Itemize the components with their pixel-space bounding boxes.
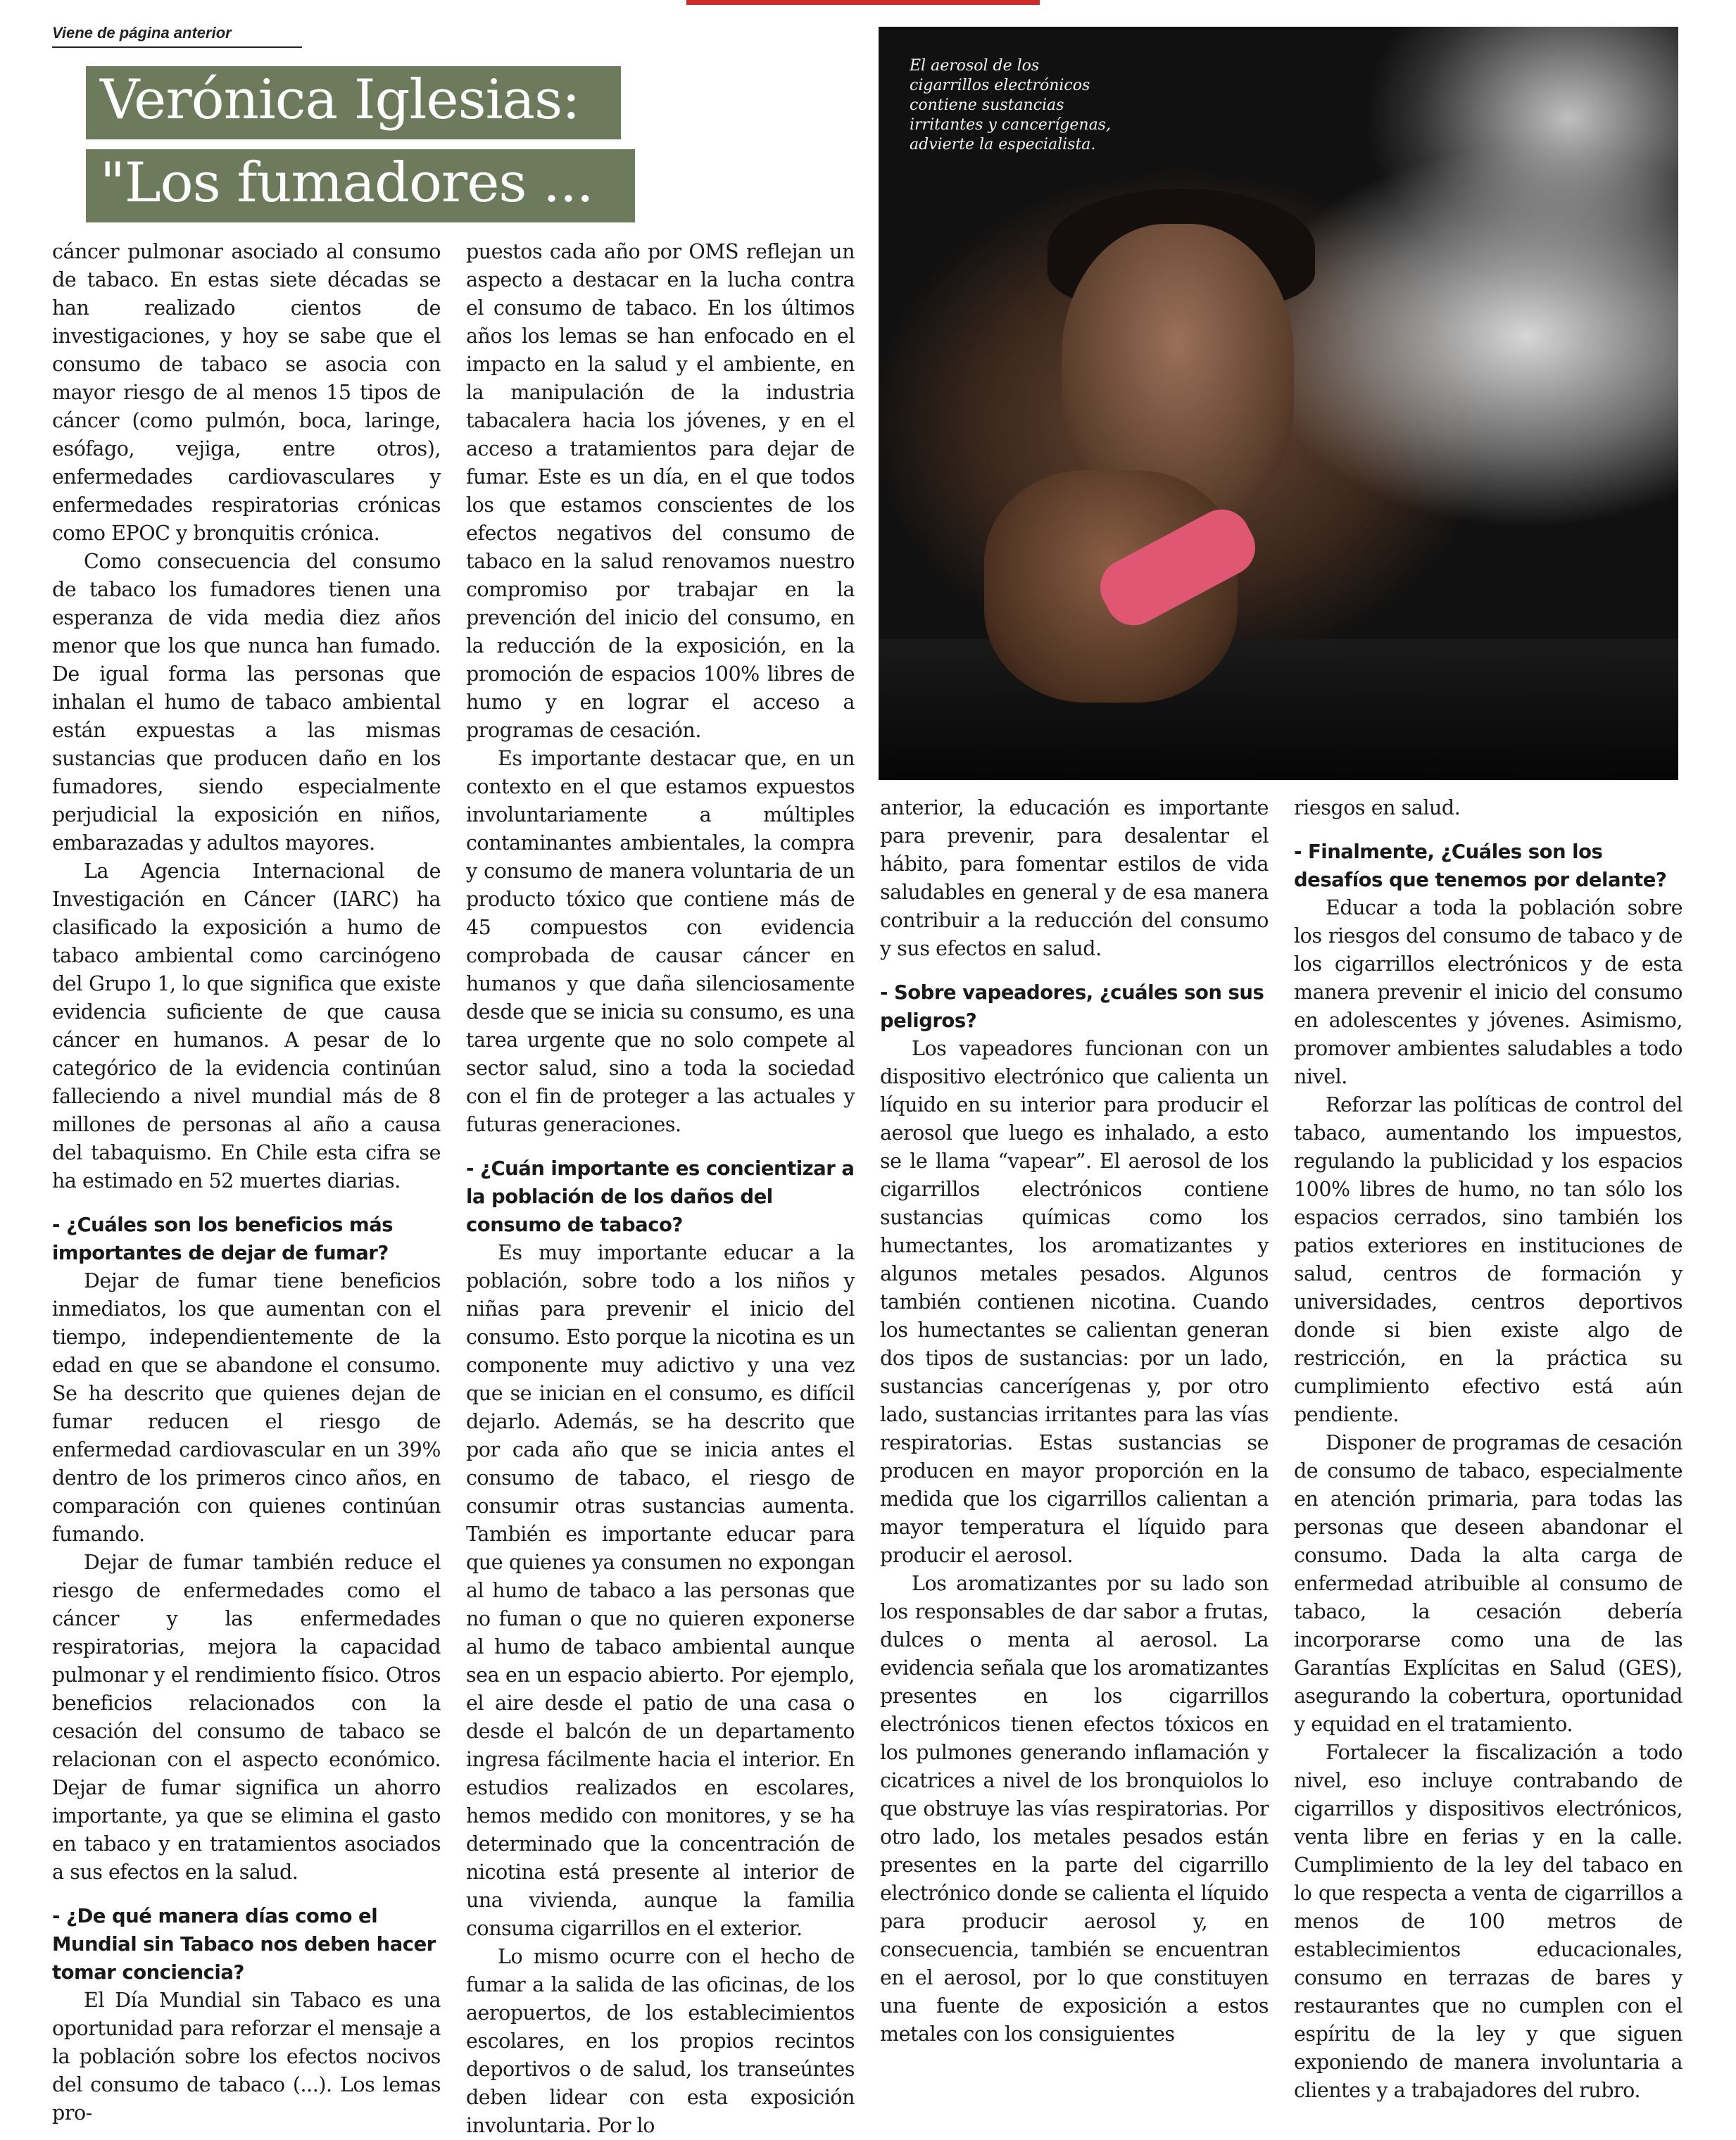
paragraph: Lo mismo ocurre con el hecho de fumar a la salida de las oficinas, de los aeropuertos, de los establecimientos escolares, en los propios recintos deportivos o de salud, los transeúntes deben lidear con esta exposición involuntaria. Por lo	[466, 1945, 855, 2137]
continued-from-previous-label: Viene de página anterior	[52, 24, 232, 42]
paragraph: Los aromatizantes por su lado son los responsables de dar sabor a frutas, dulces o menta al aerosol. La evidencia señala que los aromatizantes presentes en los cigarrillos electrónicos tienen efectos tóxicos en los pulmones generando inflamación y cicatrices a nivel de los bronquiolos lo que obstruye las vías respiratorias. Por otro lado, los metales pesados están presentes en la parte del cigarrillo electrónico donde se calienta el líquido para producir aerosol y, en consecuencia, también se encuentran en el aerosol, por lo que constituyen una fuente de exposición a estos metales con los consiguientes	[880, 1572, 1269, 2046]
paragraph: Disponer de programas de cesación de consumo de tabaco, especialmente en atención primaria, para todas las personas que deseen abandonar el consumo. Dada la alta carga de enfermedad atribuible al consumo de tabaco, la cesación debería incorporarse como una de las Garantías Explícitas en Salud (GES), asegurando la cobertura, oportunidad y equidad en el tratamiento.	[1294, 1431, 1682, 1736]
interview-question: - Sobre vapeadores, ¿cuáles son sus peligros?	[880, 981, 1264, 1032]
paragraph: Los vapeadores funcionan con un dispositivo electrónico que calienta un líquido en su interior para producir el aerosol que luego es inhalado, a esto se le llama “vapear”. El aerosol de los cigarrillos electrónicos contiene sustancias químicas como los humectantes, los aromatizantes y algunos metales pesados. Algunos también contienen nicotina. Cuando los humectantes se calientan generan dos tipos de sustancias: por un lado, sustancias cancerígenas y, por otro lado, sustancias irritantes para las vías respiratorias. Estas sustancias se producen en mayor proporción en la medida que los cigarrillos calientan a mayor temperatura el líquido para producir el aerosol.	[880, 1037, 1269, 1567]
paragraph: Dejar de fumar tiene beneficios inmediatos, los que aumentan con el tiempo, independientemente de la edad en que se abandone el consumo. Se ha descrito que quienes dejan de fumar reducen el riesgo de enfermedad cardiovascular en un 39% dentro de los primeros cinco años, en comparación con quienes continúan fumando.	[52, 1269, 441, 1546]
paragraph: Como consecuencia del consumo de tabaco los fumadores tienen una esperanza de vida media diez años menor que los que nunca han fumado. De igual forma las personas que inhalan el humo de tabaco ambiental están expuestas a las mismas sustancias que producen daño en los fumadores, siendo especialmente perjudicial la exposición en niños, embarazadas y adultos mayores.	[52, 550, 441, 855]
paragraph: El Día Mundial sin Tabaco es una oportunidad para reforzar el mensaje a la población sobre los efectos nocivos del consumo de tabaco (...). Los lemas pro-	[52, 1989, 441, 2125]
interview-question: - ¿De qué manera días como el Mundial sin Tabaco nos deben hacer tomar conciencia?	[52, 1905, 436, 1984]
top-accent-bar	[686, 0, 1040, 5]
paragraph: Es importante destacar que, en un contexto en el que estamos expuestos involuntariamente a múltiples contaminantes ambientales, la compra y consumo de manera voluntaria de un producto tóxico que contiene más de 45 compuestos con evidencia comprobada de causar cáncer en humanos y que daña silenciosamente desde que se inicia su consumo, es una tarea urgente que no solo compete al sector salud, sino a toda la sociedad con el fin de proteger a las actuales y futuras generaciones.	[466, 747, 855, 1136]
article-column-1	[52, 238, 441, 2127]
paragraph: Dejar de fumar también reduce el riesgo de enfermedades como el cáncer y las enfermedades respiratorias, mejora la capacidad pulmonar y el rendimiento físico. Otros beneficios relacionados con la cesación del consumo de tabaco se relacionan con el aspecto económico. Dejar de fumar significa un ahorro importante, ya que se elimina el gasto en tabaco y en tratamientos asociados a sus efectos en la salud.	[52, 1551, 441, 1884]
article-column-4	[1294, 794, 1682, 2105]
paragraph: La Agencia Internacional de Investigación en Cáncer (IARC) ha clasificado la exposición a humo de tabaco ambiental como carcinógeno del Grupo 1, lo que significa que existe evidencia suficiente de que causa cáncer en humanos. A pesar de lo categórico de la evidencia continúan falleciendo a nivel mundial más de 8 millones de personas al año a causa del tabaquismo. En Chile esta cifra se ha estimado en 52 muertes diarias.	[52, 860, 441, 1192]
headline-line-2: "Los fumadores ...	[86, 149, 635, 222]
photo-caption: El aerosol de los cigarrillos electrónicos contiene sustancias irritantes y cancerígenas, advierte la especialista.	[910, 57, 1111, 153]
paragraph: Reforzar las políticas de control del tabaco, aumentando los impuestos, regulando la publicidad y los espacios 100% libres de humo, no tan sólo los espacios cerrados, sino también los patios exteriores en instituciones de salud, centros de formación y universidades, centros deportivos donde si bien existe algo de restricción, en la práctica su cumplimiento efectivo está aún pendiente.	[1294, 1093, 1682, 1426]
interview-question: - Finalmente, ¿Cuáles son los desafíos que tenemos por delante?	[1294, 841, 1667, 891]
article-column-3	[880, 794, 1269, 2048]
article-column-2	[466, 238, 855, 2140]
paragraph: cáncer pulmonar asociado al consumo de tabaco. En estas siete décadas se han realizado cientos de investigaciones, y hoy se sabe que el consumo de tabaco se asocia con mayor riesgo de al menos 15 tipos de cáncer (como pulmón, boca, laringe, esófago, vejiga, entre otros), enfermedades cardiovasculares y enfermedades respiratorias crónicas como EPOC y bronquitis crónica.	[52, 240, 441, 545]
paragraph: Educar a toda la población sobre los riesgos del consumo de tabaco y de los cigarrillos electrónicos y de esta manera prevenir el inicio del consumo en adolescentes y jóvenes. Asimismo, promover ambientes saludables a todo nivel.	[1294, 896, 1682, 1088]
interview-question: - ¿Cuán importante es concientizar a la población de los daños del consumo de tabaco?	[466, 1157, 855, 1236]
headline-line-1: Verónica Iglesias:	[86, 66, 621, 139]
paragraph: anterior, la educación es importante para prevenir, para desalentar el hábito, para fomentar estilos de vida saludables en general y de esa manera contribuir a la reducción del consumo y sus efectos en salud.	[880, 796, 1269, 960]
paragraph: puestos cada año por OMS reflejan un aspecto a destacar en la lucha contra el consumo de tabaco. En los últimos años los lemas se han enfocado en el impacto en la salud y el ambiente, en la manipulación de la industria tabacalera hacia los jóvenes, y en el acceso a tratamientos para dejar de fumar. Este es un día, en el que todos los que estamos conscientes de los efectos negativos del consumo de tabaco en la salud renovamos nuestro compromiso por trabajar en la prevención del inicio del consumo, en la reducción de la exposición, en la promoción de espacios 100% libres de humo y en lograr el acceso a programas de cesación.	[466, 240, 855, 742]
paragraph: riesgos en salud.	[1294, 796, 1461, 819]
paragraph: Es muy importante educar a la población, sobre todo a los niños y niñas para prevenir el inicio del consumo. Esto porque la nicotina es un componente muy adictivo y una vez que se inician en el consumo, es difícil dejarlo. Además, se ha descrito que por cada año que se inicia antes el consumo de tabaco, el riesgo de consumir otras sustancias aumenta. También es importante educar para que quienes ya consumen no expongan al humo de tabaco a las personas que no fuman o que no quieren exponerse al humo de tabaco ambiental aunque sea en un espacio abierto. Por ejemplo, el aire desde el patio de una casa o desde el balcón de un departamento ingresa fácilmente hacia el interior. En estudios realizados en escolares, hemos medido con monitores, y se ha determinado que la concentración de nicotina está presente al interior de una vivienda, aunque la familia consuma cigarrillos en el exterior.	[466, 1241, 855, 1940]
paragraph: Fortalecer la fiscalización a todo nivel, eso incluye contrabando de cigarrillos y dispositivos electrónicos, venta libre en ferias y en la calle. Cumplimiento de la ley del tabaco en lo que respecta a venta de cigarrillos a menos de 100 metros de establecimientos educacionales, consumo en terrazas de bares y restaurantes que no cumplen con el espíritu de la ley y que siguen exponiendo de manera involuntaria a clientes y a trabajadores del rubro.	[1294, 1741, 1682, 2102]
continued-rule	[52, 46, 302, 48]
photo-shirt	[879, 639, 1678, 780]
interview-question: - ¿Cuáles son los beneficios más importantes de dejar de fumar?	[52, 1214, 394, 1264]
